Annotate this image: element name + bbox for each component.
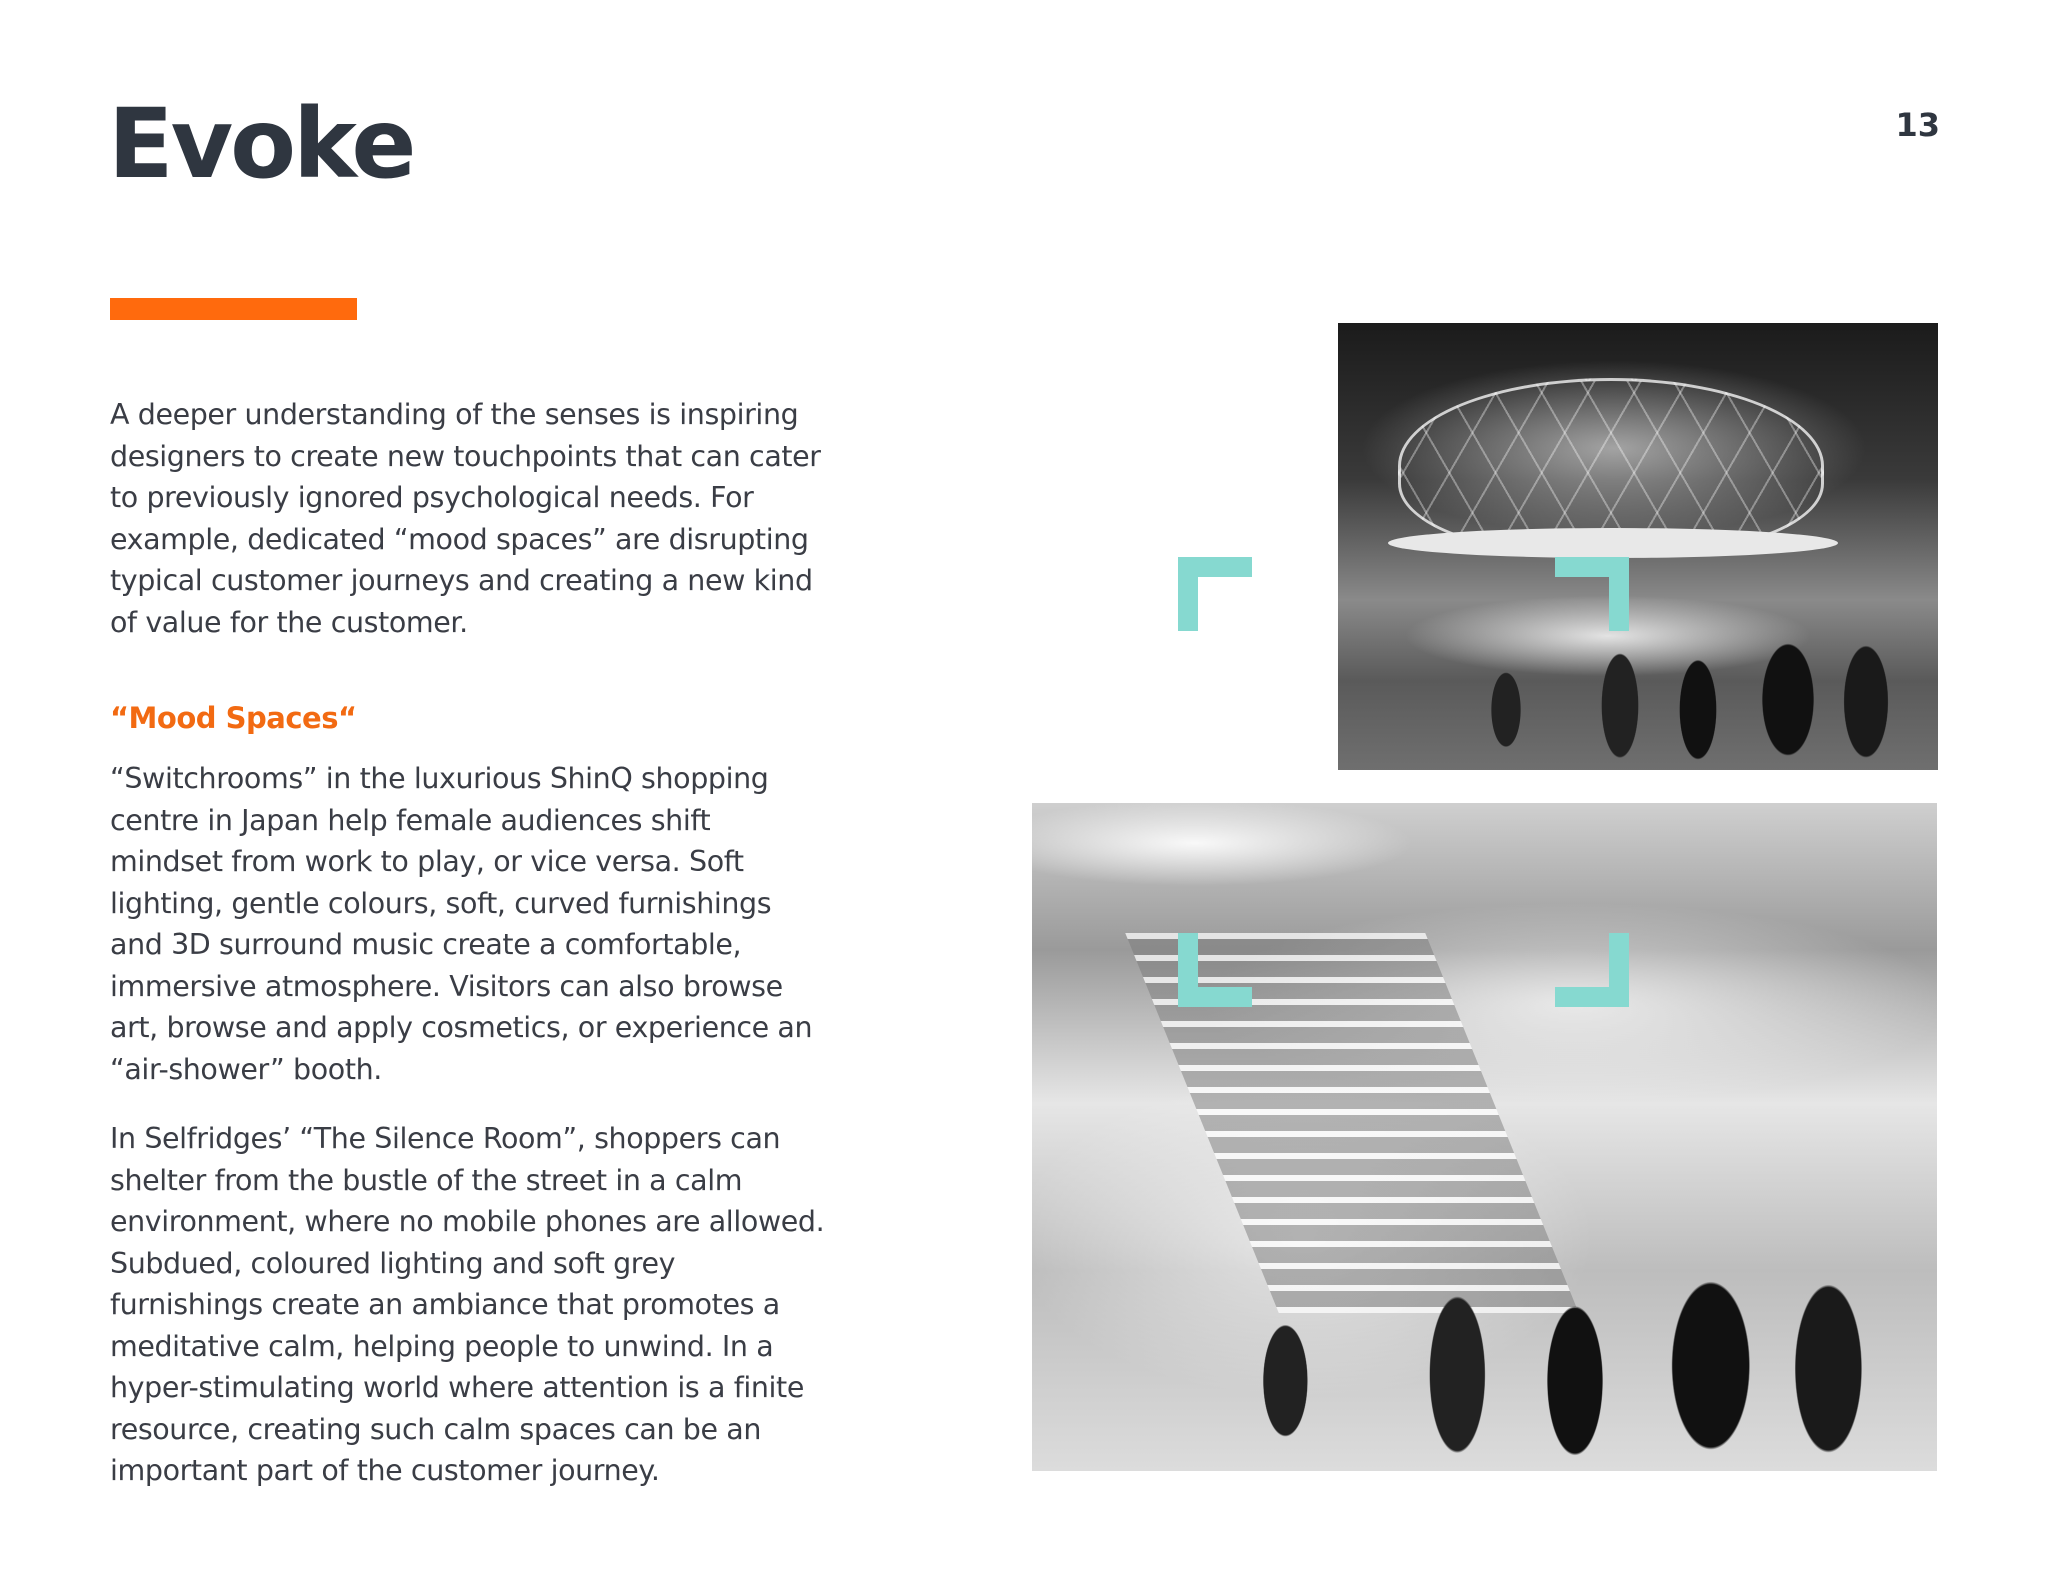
focus-bracket-bottom-right — [1555, 933, 1629, 1007]
intro-paragraph: A deeper understanding of the senses is inspiring designers to create new touchpoints that can cater to previously ignored psychological needs. For example, dedicated “mood spaces” are disrupting typical customer journeys and creating a new kind of value for the customer. — [110, 398, 821, 639]
exhibition-photo-top — [1338, 323, 1938, 770]
focus-bracket-top-left — [1178, 557, 1252, 631]
focus-bracket-top-right — [1555, 557, 1629, 631]
dome-platform — [1388, 528, 1838, 558]
visitor-figures — [1032, 1170, 1937, 1471]
accent-bar — [110, 298, 357, 320]
focus-bracket-bottom-left — [1178, 933, 1252, 1007]
visitor-figures — [1338, 569, 1938, 770]
switchrooms-paragraph: “Switchrooms” in the luxurious ShinQ shopping centre in Japan help female audiences shift mindset from work to play, or vice versa. Soft lighting, gentle colours, soft, curved furnishings and 3D surround music create a comfortable, immersive atmosphere. Visitors can also browse art, browse and apply cosmetics, or experience an “air-shower” booth. — [110, 762, 813, 1086]
text-column — [110, 394, 830, 1492]
mood-spaces-heading: “Mood Spaces“ — [110, 701, 357, 735]
page-number: 13 — [1895, 106, 1940, 144]
page-title: Evoke — [108, 88, 414, 200]
silence-room-paragraph: In Selfridges’ “The Silence Room”, shoppers can shelter from the bustle of the street in a calm environment, where no mobile phones are allowed. Subdued, coloured lighting and soft grey furnishings create an ambiance that promotes a meditative calm, helping people to unwind. In a hyper-stimulating world where attention is a finite resource, creating such calm spaces can be an important part of the customer journey. — [110, 1122, 825, 1487]
exhibition-photo-bottom — [1032, 803, 1937, 1471]
